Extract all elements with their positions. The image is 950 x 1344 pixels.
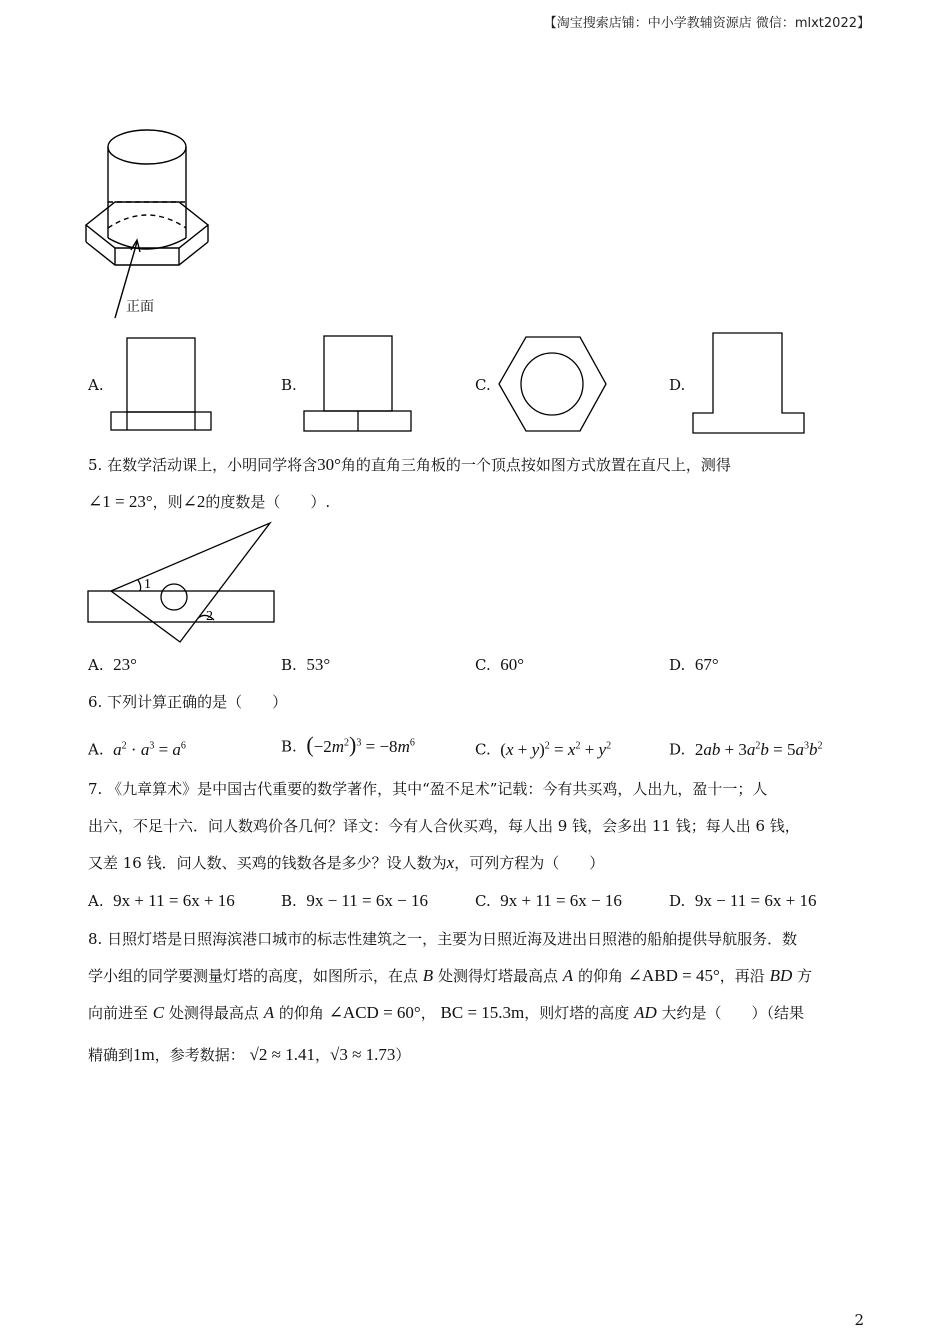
q5-fig-label-2: 2 <box>206 609 213 624</box>
q5-angle1-expr: ∠1 = 23° <box>88 492 153 511</box>
q8-sqrt2: √2 ≈ 1.41 <box>249 1045 315 1064</box>
q8-line4: 精确到1m，参考数据： √2 ≈ 1.41，√3 ≈ 1.73） <box>88 1045 411 1064</box>
q4-option-c-label: C. <box>475 376 491 394</box>
q7-line3: 又差 16 钱．问人数、买鸡的钱数各是多少？设人数为x，可列方程为（ ） <box>88 853 605 872</box>
q5-option-a: A. 23° <box>88 655 137 674</box>
q6-option-c-expr: $(x + y)^2 = x^2 + y^2$ <box>500 739 612 759</box>
q7-line1: 7. 《九章算术》是中国古代重要的数学著作，其中“盈不足术”记载：今有共买鸡，人出九，盈十一；人 <box>88 780 768 798</box>
q4-solid-figure <box>80 120 240 320</box>
header-watermark: 【淘宝搜索店铺：中小学教辅资源店 微信：mlxt2022】 <box>543 16 870 31</box>
q8-line1: 8. 日照灯塔是日照海滨港口城市的标志性建筑之一，主要为日照近海及进出日照港的船舶提供导航服务．数 <box>88 930 798 948</box>
q6-stem: 6. 下列计算正确的是（ ） <box>88 693 288 711</box>
q4-option-a-label: A. <box>88 376 104 394</box>
q8-angle-abd: ∠ABD = 45° <box>627 966 720 985</box>
q4-option-b-label: B. <box>281 376 297 394</box>
q4-option-c-figure <box>497 335 607 433</box>
q6-option-d: D. $2ab + 3a^2b = 5a^3b^2$ <box>669 739 823 759</box>
q6-option-b: B. $(-2m^2)^3 = -8m^6$ <box>281 731 415 757</box>
q6-option-a-expr: $a^2 \cdot a^3 = a^6$ <box>113 739 186 759</box>
q7-option-b: B. 9x − 11 = 6x − 16 <box>281 891 428 910</box>
q5-stem-line2: ∠1 = 23°，则∠2的度数是（ ）. <box>88 492 331 511</box>
q8-angle-acd: ∠ACD = 60° <box>328 1003 421 1022</box>
q6-option-b-expr: $(-2m^2)^3 = -8m^6$ <box>306 731 415 757</box>
q8-line3: 向前进至 C 处测得最高点 A 的仰角 ∠ACD = 60°， BC = 15.3m，则灯塔的高度 AD 大约是（ ）（结果 <box>88 1003 805 1022</box>
q8-bc-length: BC = 15.3m <box>440 1003 525 1022</box>
q4-option-d-figure <box>691 331 807 435</box>
q5-option-d: D. 67° <box>669 655 719 674</box>
q6-option-d-expr: $2ab + 3a^2b = 5a^3b^2$ <box>694 739 823 759</box>
q7-line2: 出六，不足十六．问人数鸡价各几何？译文：今有人合伙买鸡，每人出 9 钱，会多出 11 钱；每人出 6 钱， <box>88 817 800 835</box>
q4-option-a-figure <box>110 337 215 432</box>
q5-stem-line1: 5. 在数学活动课上，小明同学将含30°角的直角三角板的一个顶点按如图方式放置在直尺上，测得 <box>88 455 731 474</box>
page-number: 2 <box>854 1311 864 1329</box>
q4-front-label: 正面 <box>126 299 154 315</box>
q8-line2: 学小组的同学要测量灯塔的高度，如图所示，在点 B 处测得灯塔最高点 A 的仰角 ∠ABD = 45°，再沿 BD 方 <box>88 966 813 985</box>
q7-option-c: C. 9x + 11 = 6x − 16 <box>475 891 622 910</box>
q5-option-b: B. 53° <box>281 655 331 674</box>
q5-ruler-triangle-figure <box>86 520 278 645</box>
q5-angle-30: 30° <box>317 455 341 474</box>
q5-fig-label-1: 1 <box>144 577 151 592</box>
q7-option-a: A. 9x + 11 = 6x + 16 <box>88 891 235 910</box>
q5-option-c: C. 60° <box>475 655 525 674</box>
q8-sqrt3: √3 ≈ 1.73 <box>329 1045 396 1064</box>
q6-option-a: A. $a^2 \cdot a^3 = a^6$ <box>88 739 186 759</box>
q5-angle2: ∠2 <box>182 492 206 511</box>
q6-option-c: C. $(x + y)^2 = x^2 + y^2$ <box>475 739 612 759</box>
q4-option-d-label: D. <box>669 376 686 394</box>
q7-option-d: D. 9x − 11 = 6x + 16 <box>669 891 817 910</box>
q4-option-b-figure <box>302 335 414 432</box>
